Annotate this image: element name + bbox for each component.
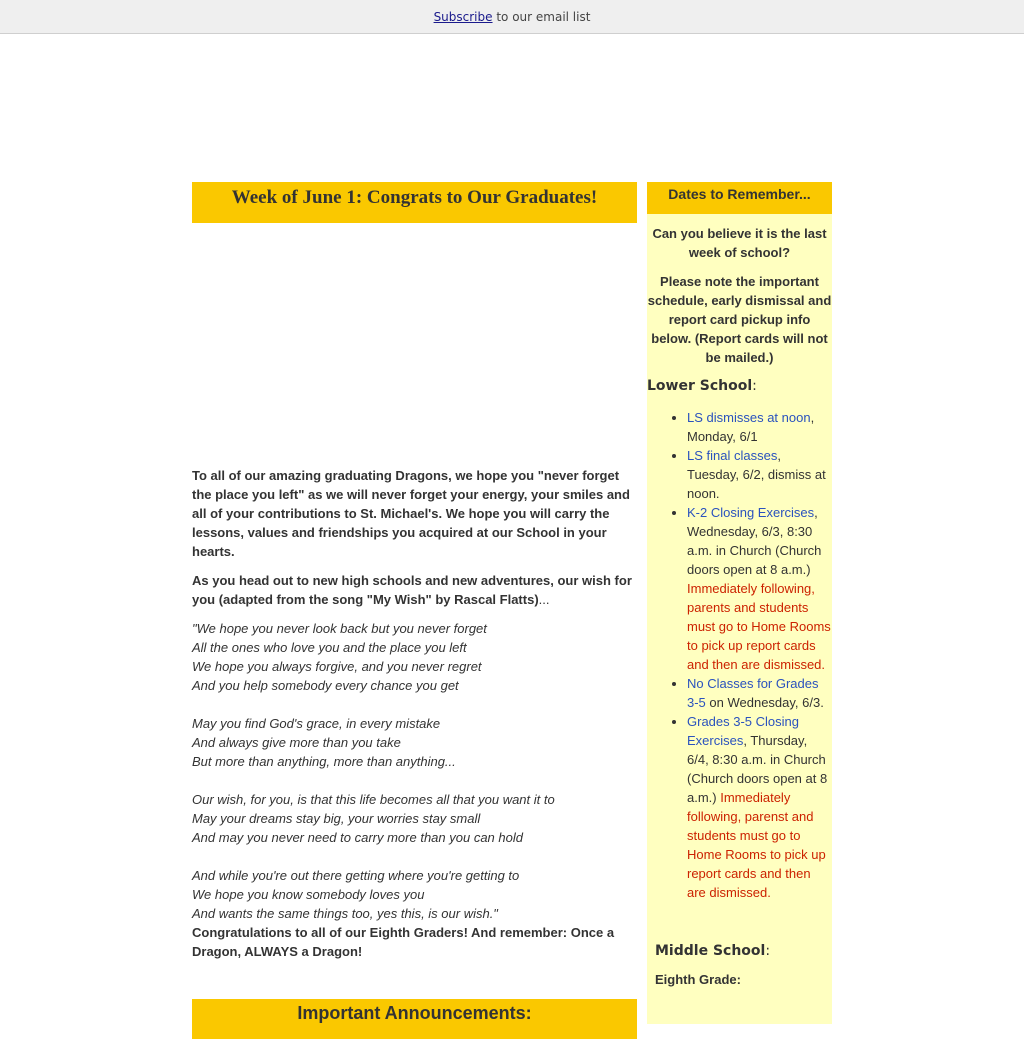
lyric-line: May you find God's grace, in every mistake: [192, 716, 441, 731]
lower-school-label: Lower School: [647, 378, 753, 394]
subscribe-text: to our email list: [492, 10, 591, 24]
lyric-line: We hope you always forgive, and you never regret: [192, 659, 482, 674]
date-detail: on Wednesday, 6/3.: [705, 695, 824, 710]
announcements-heading: Important Announcements:: [192, 999, 637, 1039]
lyric-line: And you help somebody every chance you get: [192, 678, 459, 693]
date-link[interactable]: LS final classes: [687, 448, 778, 463]
lyric-line: But more than anything, more than anything...: [192, 754, 456, 769]
lyric-line: We hope you know somebody loves you: [192, 887, 425, 902]
lyric-line: All the ones who love you and the place you left: [192, 640, 467, 655]
list-item: [687, 712, 832, 902]
wish-ellipsis: ...: [538, 592, 550, 607]
middle-school-colon: :: [765, 943, 771, 959]
date-link[interactable]: Grades 3-5 Closing Exercises: [687, 714, 799, 748]
middle-school-label: Middle School: [655, 943, 766, 959]
lyric-line: May your dreams stay big, your worries stay small: [192, 811, 481, 826]
lyric-line: And always give more than you take: [192, 735, 401, 750]
date-detail: , Thursday, 6/4, 8:30 a.m. in Church (Church doors open at 8 a.m.): [687, 733, 828, 805]
date-detail: , Tuesday, 6/2, dismiss at noon.: [687, 448, 826, 501]
eighth-grade-heading: Eighth Grade:: [655, 972, 741, 987]
lyric-line: "We hope you never look back but you never forget: [192, 621, 487, 636]
sidebar-intro-question: Can you believe it is the last week of school?: [652, 226, 827, 260]
dates-header: Dates to Remember...: [647, 182, 832, 214]
dates-sidebar: [647, 182, 832, 1024]
graduates-paragraph: To all of our amazing graduating Dragons, we hope you "never forget the place you left" as we will never forget your energy, your smiles and all of your contributions to St. Michael's. We hope you will carry the lessons, values and friendships you acquired at our School in your hearts.: [192, 468, 630, 559]
date-detail: , Wednesday, 6/3, 8:30 a.m. in Church (Church doors open at 8 a.m.): [687, 505, 822, 577]
list-item: [687, 446, 832, 503]
date-note: Immediately following, parenst and students must go to Home Rooms to pick up report cards and then are dismissed.: [687, 790, 826, 900]
list-item: [687, 408, 832, 446]
lyric-line: And while you're out there getting where you're getting to: [192, 868, 520, 883]
lyric-line: And may you never need to carry more than you can hold: [192, 830, 523, 845]
wish-paragraph: [192, 571, 637, 609]
wish-intro: As you head out to new high schools and new adventures, our wish for you (adapted from the song "My Wish" by Rascal Flatts): [192, 573, 632, 607]
song-lyrics: [192, 619, 637, 923]
date-link[interactable]: No Classes for Grades 3-5: [687, 676, 819, 710]
list-item: [687, 674, 832, 712]
middle-school-heading: [655, 943, 832, 959]
main-column: [192, 182, 637, 1023]
page-title: Week of June 1: Congrats to Our Graduates!: [192, 182, 637, 223]
lower-school-dates: [647, 408, 832, 902]
date-link[interactable]: K-2 Closing Exercises: [687, 505, 815, 520]
date-link[interactable]: LS dismisses at noon: [687, 410, 811, 425]
date-detail: , Monday, 6/1: [687, 410, 815, 444]
subscribe-bar: [0, 0, 1024, 34]
lower-school-colon: :: [752, 378, 757, 394]
video-embed-area: [192, 223, 637, 466]
lower-school-heading: [647, 378, 832, 394]
lyrics-stanza: [192, 619, 637, 695]
date-note: Immediately following, parents and students must go to Home Rooms to pick up report cards and then are dismissed.: [687, 581, 831, 672]
subscribe-link[interactable]: Subscribe: [433, 10, 493, 24]
list-item: [687, 503, 832, 674]
lyrics-stanza: [192, 866, 637, 923]
lyrics-stanza: [192, 790, 637, 847]
lyric-line: Our wish, for you, is that this life becomes all that you want it to: [192, 792, 555, 807]
sidebar-intro-note: Please note the important schedule, early dismissal and report card pickup info below. (Report cards will not be mailed.): [647, 274, 832, 365]
lyric-line: And wants the same things too, yes this, is our wish.": [192, 906, 498, 921]
lyrics-stanza: [192, 714, 637, 771]
congrats-closing: Congratulations to all of our Eighth Graders! And remember: Once a Dragon, ALWAYS a Dragon!: [192, 925, 615, 959]
